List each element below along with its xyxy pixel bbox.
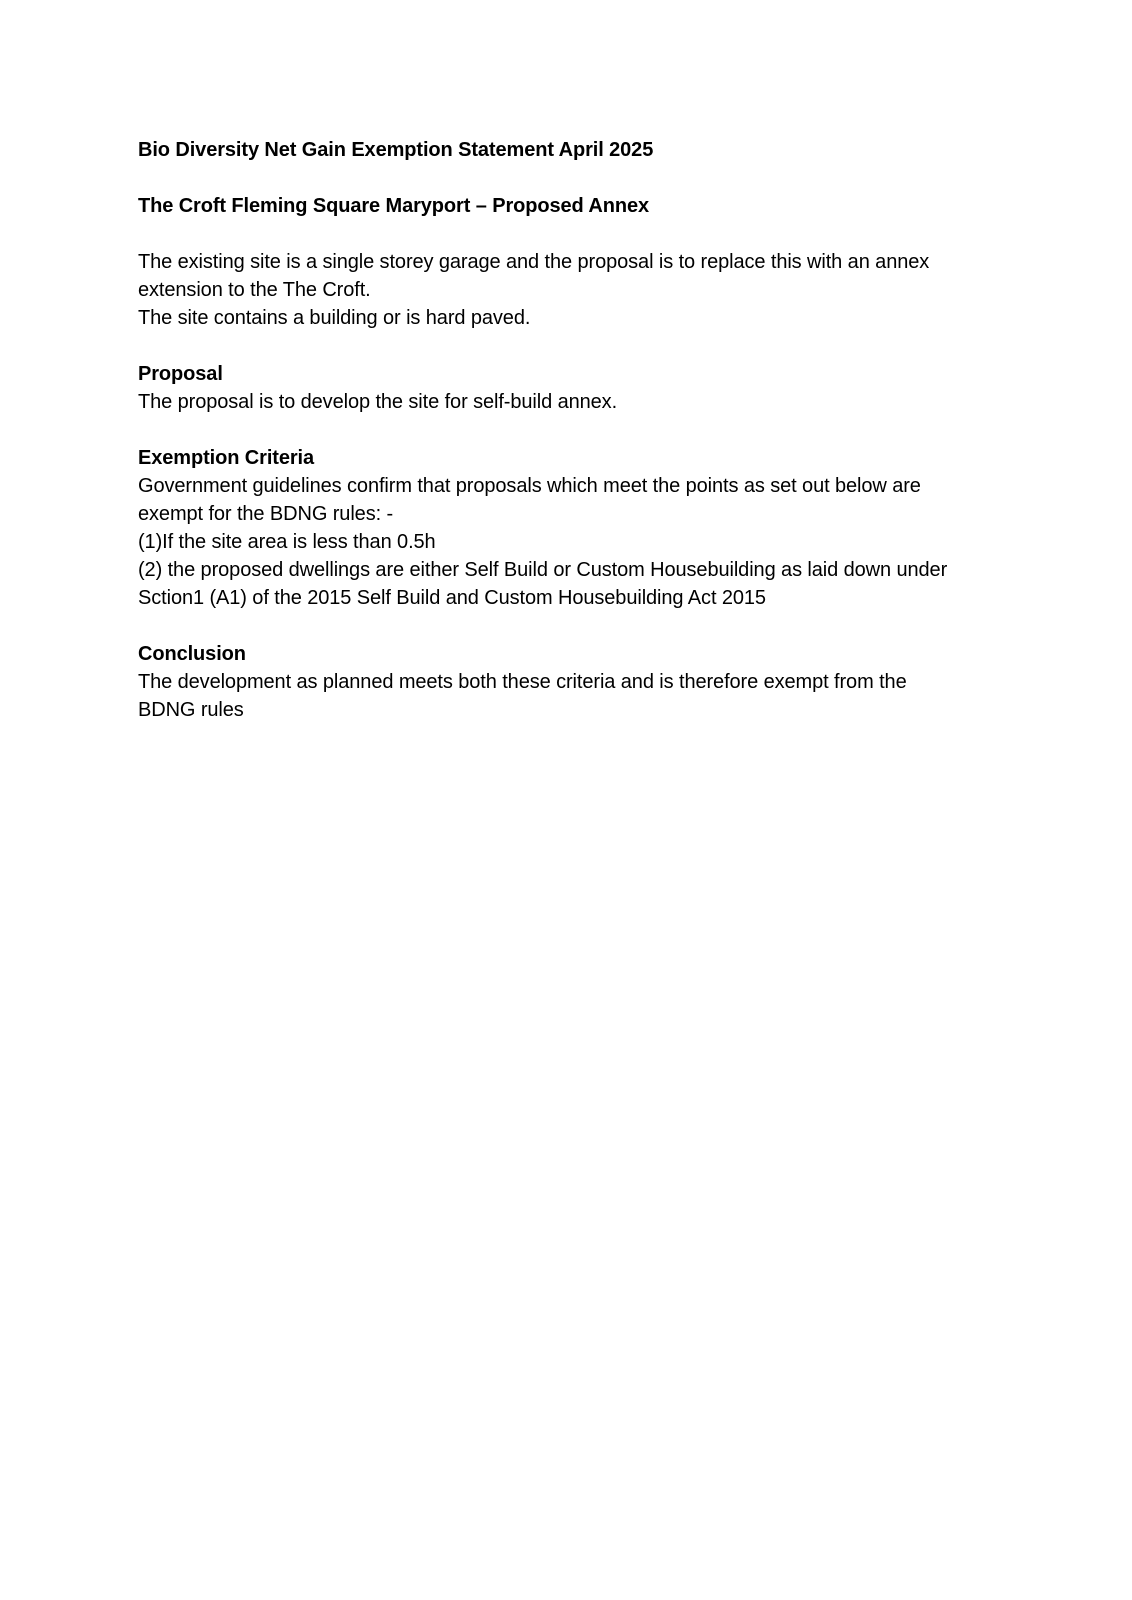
proposal-section — [138, 360, 1018, 416]
conclusion-section — [138, 640, 1018, 724]
conclusion-line: The development as planned meets both these criteria and is therefore exempt from the — [138, 671, 907, 693]
spacer — [138, 332, 1018, 360]
proposal-heading: Proposal — [138, 363, 223, 385]
spacer — [138, 416, 1018, 444]
conclusion-line: BDNG rules — [138, 699, 244, 721]
criteria-line: Sction1 (A1) of the 2015 Self Build and Custom Housebuilding Act 2015 — [138, 587, 766, 609]
document-subtitle: The Croft Fleming Square Maryport – Proposed Annex — [138, 195, 649, 217]
criteria-line: (2) the proposed dwellings are either Self Build or Custom Housebuilding as laid down under — [138, 559, 948, 581]
proposal-line: The proposal is to develop the site for self-build annex. — [138, 391, 618, 413]
criteria-line: exempt for the BDNG rules: - — [138, 503, 394, 525]
document-body — [138, 136, 1018, 724]
spacer — [138, 220, 1018, 248]
intro-line: The site contains a building or is hard paved. — [138, 307, 531, 329]
criteria-line: (1)If the site area is less than 0.5h — [138, 531, 436, 553]
intro-line: The existing site is a single storey garage and the proposal is to replace this with an annex — [138, 251, 930, 273]
intro-section — [138, 248, 1018, 332]
spacer — [138, 612, 1018, 640]
conclusion-heading: Conclusion — [138, 643, 246, 665]
intro-line: extension to the The Croft. — [138, 279, 371, 301]
exemption-criteria-heading: Exemption Criteria — [138, 447, 315, 469]
document-title: Bio Diversity Net Gain Exemption Statement April 2025 — [138, 139, 654, 161]
spacer — [138, 164, 1018, 192]
exemption-criteria-section — [138, 444, 1018, 612]
criteria-line: Government guidelines confirm that proposals which meet the points as set out below are — [138, 475, 921, 497]
